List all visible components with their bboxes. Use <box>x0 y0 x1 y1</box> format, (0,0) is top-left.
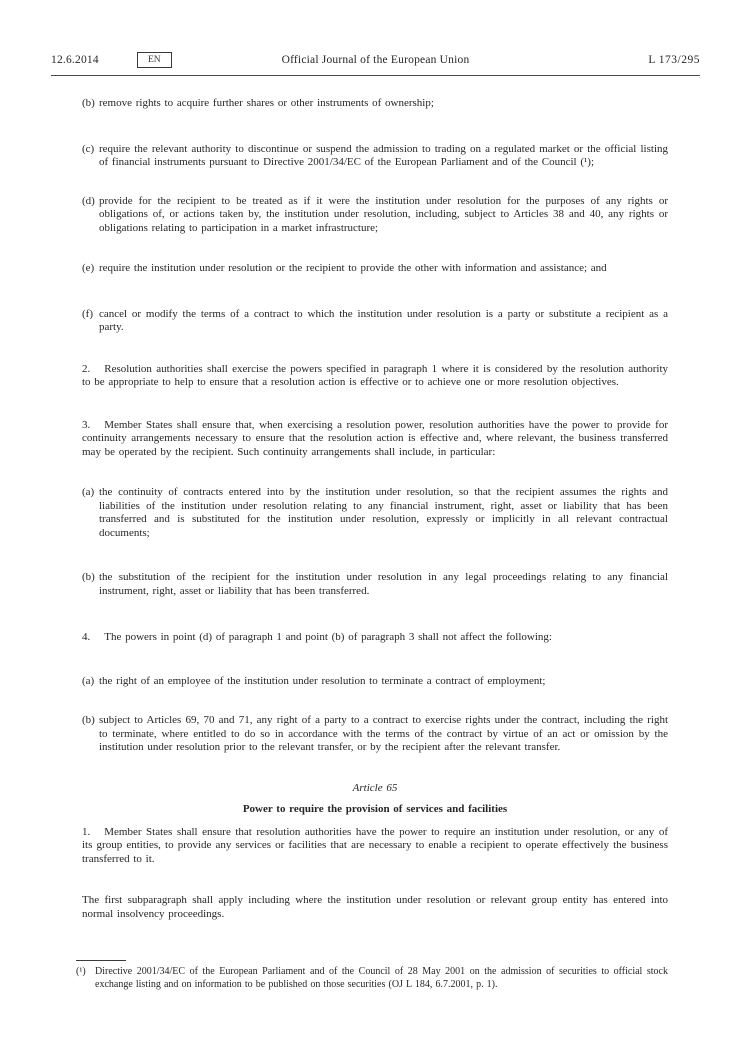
page-header <box>51 52 700 70</box>
list-item-label: (a) <box>82 674 95 687</box>
list-item-text: the right of an employee of the institution under resolution to terminate a contract of employment; <box>99 674 546 687</box>
list-item-b <box>82 97 668 111</box>
list-item-text: require the relevant authority to discontinue or suspend the admission to trading on a regulated market or the official listing of financial instruments pursuant to Directive 2001/34/EC of the European Parliament and of the Council (¹); <box>99 142 668 168</box>
list-item-label: (d) <box>82 194 95 207</box>
list-item-text: require the institution under resolution or the recipient to provide the other with information and assistance; and <box>99 262 607 274</box>
list-item-label: (c) <box>82 142 95 155</box>
list-item-text: subject to Articles 69, 70 and 71, any right of a party to a contract to exercise rights under the contract, including the right to terminate, where entitled to do so in accordance with the terms of the contract by virtue of an act or omission by the institution under resolution prior to the relevant transfer, or by the recipient after the relevant transfer. <box>99 714 668 753</box>
list-item-text: cancel or modify the terms of a contract to which the institution under resolution is a party or substitute a recipient as a party. <box>99 307 668 333</box>
list-item-3b <box>82 571 668 598</box>
list-item-3a <box>82 486 668 540</box>
page-number: L 173/295 <box>648 54 700 66</box>
paragraph-text: Resolution authorities shall exercise the powers specified in paragraph 1 where it is considered by the resolution authority to be appropriate to help to ensure that a resolution action is effective or to achieve one or more resolution objectives. <box>82 362 668 388</box>
paragraph-3 <box>82 419 668 460</box>
paragraph-number: 1. <box>82 825 91 838</box>
language-badge: EN <box>137 52 172 68</box>
article-number: Article 65 <box>352 781 398 794</box>
list-item-label: (f) <box>82 307 93 320</box>
document-body <box>82 97 668 921</box>
list-item-d <box>82 195 668 236</box>
footnote-divider <box>76 960 126 961</box>
paragraph-4 <box>82 631 668 645</box>
list-item-text: the continuity of contracts entered into by the institution under resolution, so that the recipient assumes the rights and liabilities of the institution under resolution relating to any financial instrument, right, asset or liability that has been transferred and is substituted for the institution under resolution, expressly or implicitly in all relevant contractual documents; <box>99 486 668 539</box>
list-item-e <box>82 262 668 276</box>
list-item-label: (e) <box>82 262 95 274</box>
list-item-label: (a) <box>82 486 95 498</box>
article-title: Power to require the provision of services and facilities <box>242 803 508 815</box>
list-item-f <box>82 308 668 335</box>
footnote <box>76 965 668 991</box>
footnote-text: Directive 2001/34/EC of the European Parliament and of the Council of 28 May 2001 on the admission of securities to official stock exchange listing and on information to be published on those securities (OJ L 184, 6.7.2001, p. 1). <box>95 966 668 990</box>
paragraph-text: The powers in point (d) of paragraph 1 and point (b) of paragraph 3 shall not affect the following: <box>104 631 552 643</box>
list-item-label: (b) <box>82 571 95 583</box>
list-item-text: the substitution of the recipient for the institution under resolution in any legal proceedings relating to any financial instrument, right, asset or liability that has been transferred. <box>99 571 668 597</box>
list-item-text: remove rights to acquire further shares or other instruments of ownership; <box>99 97 434 109</box>
paragraph-2 <box>82 363 668 390</box>
footnote-marker: (¹) <box>76 966 86 977</box>
list-item-label: (b) <box>82 714 95 726</box>
subparagraph: The first subparagraph shall apply including where the institution under resolution or relevant group entity has entered into normal insolvency proceedings. <box>82 894 668 920</box>
list-item-c <box>82 143 668 170</box>
paragraph-number: 2. <box>82 362 91 375</box>
paragraph-number: 3. <box>82 418 91 431</box>
footnote-area <box>76 960 668 991</box>
journal-title: Official Journal of the European Union <box>281 54 470 66</box>
list-item-label: (b) <box>82 97 95 109</box>
list-item-4a <box>82 675 668 689</box>
list-item-text: provide for the recipient to be treated as if it were the institution under resolution for the purposes of any rights or obligations of, or actions taken by, the institution under resolution, including, subject to Articles 38 and 40, any rights or obligations relating to participation in a market infrastructure; <box>99 194 668 234</box>
paragraph-text: Member States shall ensure that, when exercising a resolution power, resolution authorities have the power to provide for continuity arrangements necessary to ensure that the resolution action is effective and, where relevant, the business transferred may be operated by the recipient. Such continuity arrangements shall include, in particular: <box>82 418 668 458</box>
paragraph-number: 4. <box>82 631 91 643</box>
header-date: 12.6.2014 <box>51 54 99 66</box>
paragraph-text: Member States shall ensure that resolution authorities have the power to require an institution under resolution, or any of its group entities, to provide any services or facilities that are necessary to enable a recipient to operate effectively the business transferred to it. <box>82 825 668 865</box>
list-item-4b <box>82 714 668 755</box>
header-divider <box>51 75 700 76</box>
article-paragraph-1 <box>82 826 668 867</box>
